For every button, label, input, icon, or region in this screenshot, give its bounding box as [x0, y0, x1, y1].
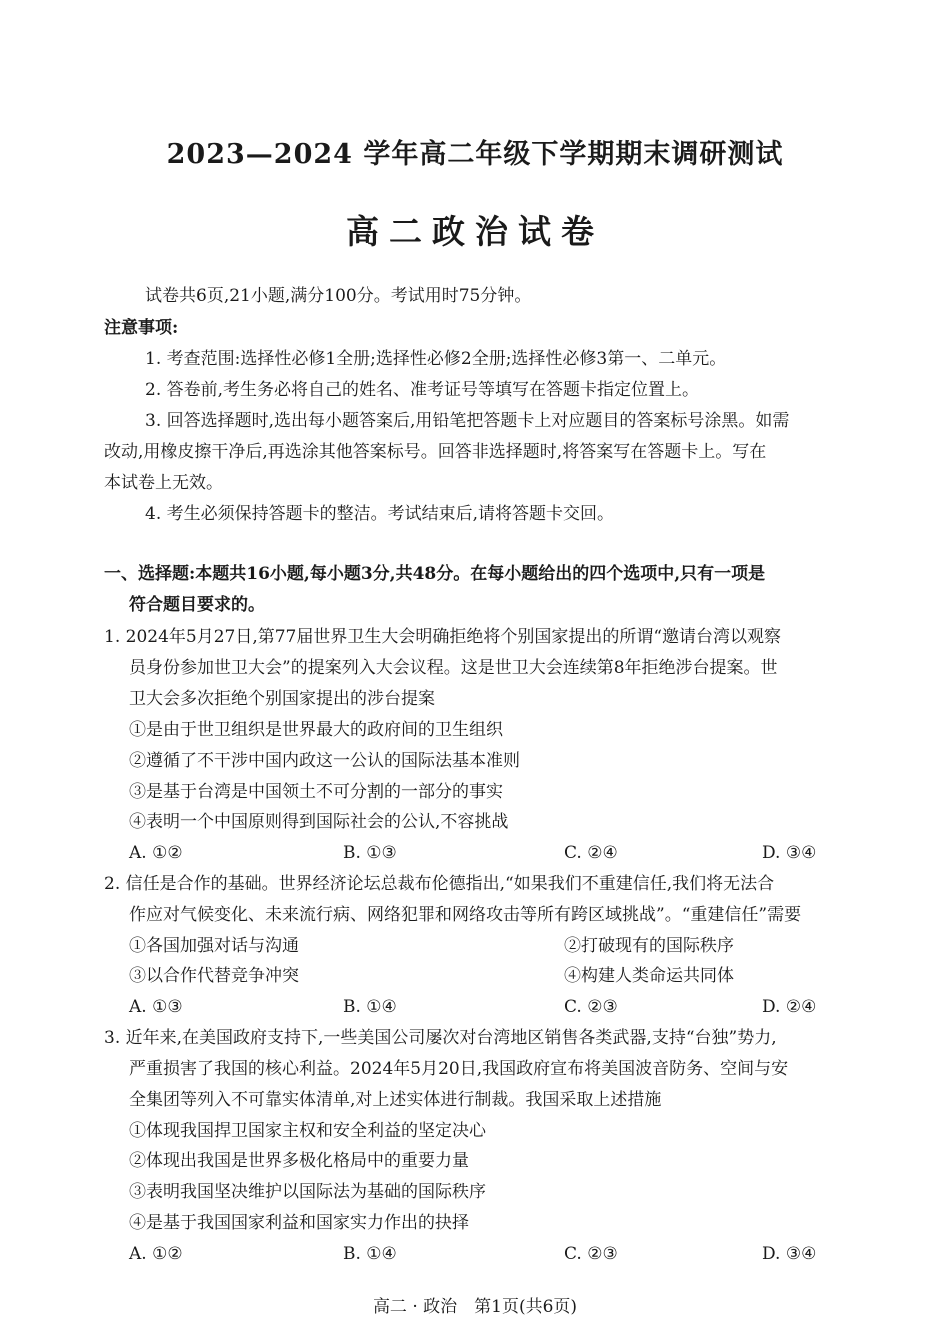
section-heading: 一、选择题:本题共16小题,每小题3分,共48分。在每小题给出的四个选项中,只有一项是 — [104, 564, 766, 584]
notice-line: 1. 考查范围:选择性必修1全册;选择性必修2全册;选择性必修3第一、二单元。 — [145, 349, 727, 369]
question-stem: 严重损害了我国的核心利益。2024年5月20日,我国政府宣布将美国波音防务、空间与安 — [129, 1059, 789, 1079]
option-b: B. ①④ — [343, 997, 397, 1017]
question-item: ①体现我国捍卫国家主权和安全利益的坚定决心 — [129, 1121, 486, 1141]
question-item: ②体现出我国是世界多极化格局中的重要力量 — [129, 1151, 469, 1171]
question-stem: 1. 2024年5月27日,第77届世界卫生大会明确拒绝将个别国家提出的所谓“邀请台湾以观察 — [104, 627, 782, 647]
option-c: C. ②③ — [564, 1244, 618, 1264]
page-footer: 高二 · 政治 第1页(共6页) — [372, 1297, 578, 1317]
question-item: ③以合作代替竞争冲突 — [129, 966, 299, 986]
notice-heading: 注意事项: — [104, 318, 179, 338]
option-a: A. ①② — [129, 1244, 183, 1264]
exam-title: 2023—2024 学年高二年级下学期期末调研测试 — [166, 139, 784, 170]
option-d: D. ③④ — [762, 1244, 817, 1264]
question-stem: 卫大会多次拒绝个别国家提出的涉台提案 — [129, 689, 435, 709]
notice-line: 4. 考生必须保持答题卡的整洁。考试结束后,请将答题卡交回。 — [145, 504, 615, 524]
question-item: ④构建人类命运共同体 — [564, 966, 734, 986]
question-stem: 员身份参加世卫大会”的提案列入大会议程。这是世卫大会连续第8年拒绝涉台提案。世 — [129, 658, 778, 678]
option-a: A. ①② — [129, 843, 183, 863]
notice-line: 2. 答卷前,考生务必将自己的姓名、准考证号等填写在答题卡指定位置上。 — [145, 380, 700, 400]
question-item: ①各国加强对话与沟通 — [129, 936, 299, 956]
question-stem: 2. 信任是合作的基础。世界经济论坛总裁布伦德指出,“如果我们不重建信任,我们将无法合 — [104, 874, 775, 894]
question-item: ①是由于世卫组织是世界最大的政府间的卫生组织 — [129, 720, 503, 740]
option-a: A. ①③ — [129, 997, 183, 1017]
question-item: ②打破现有的国际秩序 — [564, 936, 734, 956]
question-stem: 全集团等列入不可靠实体清单,对上述实体进行制裁。我国采取上述措施 — [129, 1090, 662, 1110]
notice-line: 3. 回答选择题时,选出每小题答案后,用铅笔把答题卡上对应题目的答案标号涂黑。如需 — [145, 411, 790, 431]
question-item: ③是基于台湾是中国领土不可分割的一部分的事实 — [129, 782, 503, 802]
intro-text: 试卷共6页,21小题,满分100分。考试用时75分钟。 — [145, 286, 532, 306]
option-c: C. ②③ — [564, 997, 618, 1017]
question-item: ③表明我国坚决维护以国际法为基础的国际秩序 — [129, 1182, 486, 1202]
section-heading-cont: 符合题目要求的。 — [129, 595, 265, 615]
option-b: B. ①④ — [343, 1244, 397, 1264]
notice-line: 本试卷上无效。 — [104, 473, 223, 493]
option-b: B. ①③ — [343, 843, 397, 863]
option-d: D. ②④ — [762, 997, 817, 1017]
question-item: ②遵循了不干涉中国内政这一公认的国际法基本准则 — [129, 751, 520, 771]
option-d: D. ③④ — [762, 843, 817, 863]
option-c: C. ②④ — [564, 843, 618, 863]
notice-line: 改动,用橡皮擦干净后,再选涂其他答案标号。回答非选择题时,将答案写在答题卡上。写在 — [104, 442, 767, 462]
exam-subtitle: 高二政治试卷 — [346, 212, 604, 251]
question-stem: 3. 近年来,在美国政府支持下,一些美国公司屡次对台湾地区销售各类武器,支持“台独”势力, — [104, 1028, 777, 1048]
question-item: ④表明一个中国原则得到国际社会的公认,不容挑战 — [129, 812, 509, 832]
question-item: ④是基于我国国家利益和国家实力作出的抉择 — [129, 1213, 469, 1233]
question-stem: 作应对气候变化、未来流行病、网络犯罪和网络攻击等所有跨区域挑战”。“重建信任”需要 — [129, 905, 802, 925]
